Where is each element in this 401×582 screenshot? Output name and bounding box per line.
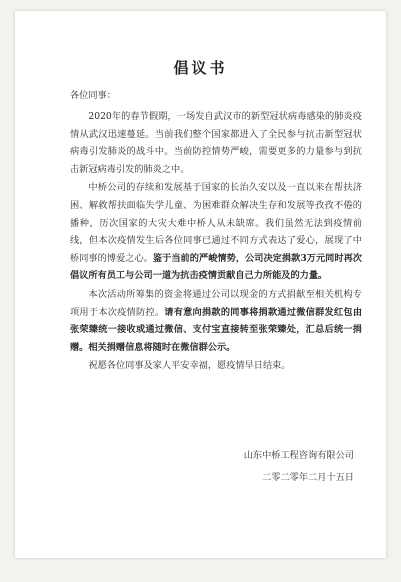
paragraph-background: 2020年的春节假期，一场发自武汉市的新型冠状病毒感染的肺炎疫情从武汉迅速蔓延。当前我们整个国家都进入了全民参与抗击新型冠状病毒引发肺炎的战斗中。当前防控情势严峻，需要更多的力量参与到抗击新冠病毒引发的肺炎之中。 bbox=[70, 111, 362, 175]
document-page bbox=[15, 11, 386, 558]
paragraph-closing-wish: 祝愿各位同事及家人平安幸福，愿疫情早日结束。 bbox=[88, 360, 291, 372]
donation-instructions-text: 请有意向捐款的同事将捐款通过微信群发红包由张荣臻统一接收或通过微信、支付宝直接转至张荣臻处，汇总后统一捐赠。相关捐赠信息将随时在微信群公示。 bbox=[70, 306, 363, 353]
document-title: 倡议书 bbox=[173, 59, 228, 77]
salutation: 各位同事： bbox=[70, 90, 116, 101]
document-date: 二零二零年二月十五日 bbox=[262, 472, 354, 483]
company-name: 山东中桥工程咨询有限公司 bbox=[243, 450, 354, 461]
donation-decision-text: 鉴于当前的严峻情势，公司决定捐款3万元同时再次倡议所有员工与公司一道为抗击疫情贡献自己力所能及的力量。 bbox=[70, 252, 362, 282]
document-body bbox=[70, 87, 362, 376]
commitment-text: 中桥公司的存续和发展基于国家的长治久安以及一直以来在帮扶济困、解救帮扶面临失学儿童、为困难群众解决生存和发展等孜孜不倦的播种，历次国家的大灾大难中桥人从未缺席。我们虽然无法到疫情前线，但本次疫情发生后各位同事已通过不同方式表达了爱心，展现了中桥同事的博爱之心。 bbox=[70, 182, 362, 264]
fund-usage-text: 本次活动所筹集的资金将通过公司以现金的方式捐献至相关机构专项用于本次疫情防控。 bbox=[70, 288, 362, 318]
paragraph-donation-method bbox=[70, 286, 362, 356]
paragraph-company-commitment bbox=[70, 179, 362, 285]
signature-block bbox=[244, 445, 354, 489]
